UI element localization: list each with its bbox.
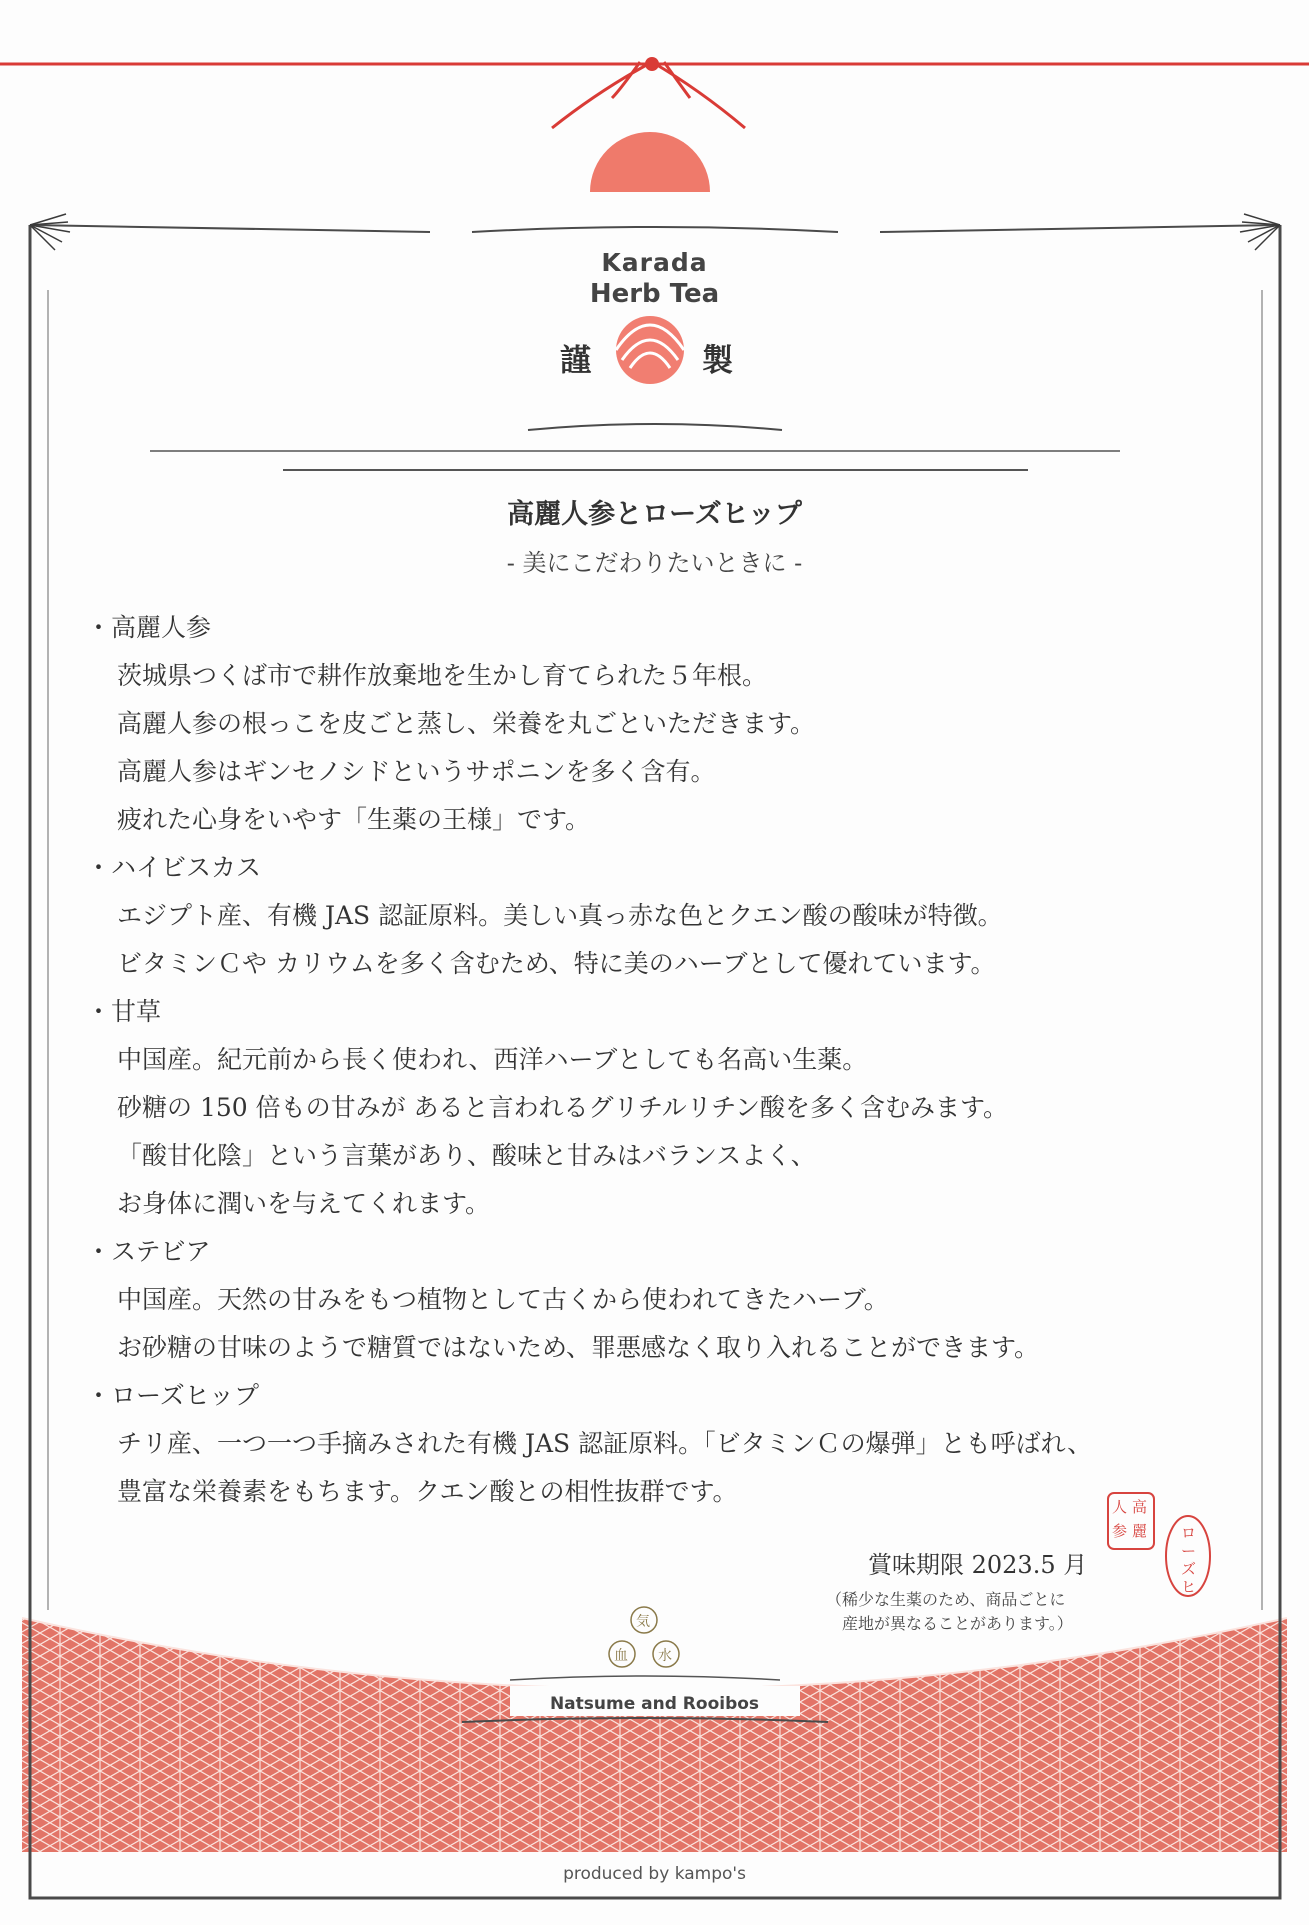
section-heading: ・ローズヒップ (86, 1381, 260, 1410)
section-text: 豊富な栄養素をもちます。クエン酸との相性抜群です。 (117, 1477, 738, 1506)
rising-sun-icon (590, 132, 710, 192)
mark-sei: 製 (702, 343, 733, 379)
section-text: チリ産、一つ一つ手摘みされた有機 JAS 認証原料。「ビタミンＣの爆弾」とも呼ばれ、 (117, 1429, 1093, 1458)
frame-top-right (880, 225, 1280, 232)
ribbon-knot (552, 62, 745, 128)
header-rule-bottom (528, 424, 782, 430)
section-hibiscus (86, 844, 1206, 988)
section-heading: ・ステビア (86, 1237, 211, 1266)
section-heading: ・高麗人参 (86, 613, 212, 642)
seal-char: ー (1181, 1542, 1197, 1560)
header-rule-top (472, 227, 838, 232)
section-text: 中国産。紀元前から長く使われ、西洋ハーブとしても名高い生薬。 (117, 1045, 868, 1074)
origin-note: （稀少な生薬のため、商品ごとに 産地が異なることがあります。） (826, 1590, 1073, 1633)
section-text: エジプト産、有機 JAS 認証原料。美しい真っ赤な色とクエン酸の酸味が特徴。 (117, 901, 1003, 930)
section-text: 砂糖の 150 倍もの甘みが あると言われるグリチルリチン酸を多く含むみます。 (117, 1093, 1009, 1122)
ribbon-knot-center (645, 57, 659, 71)
section-licorice (86, 988, 1206, 1228)
section-text: ビタミンＣや カリウムを多く含むため、特に美のハーブとして優れています。 (117, 949, 996, 978)
seal-char: ヒ (1181, 1578, 1197, 1596)
emblem-char: 水 (658, 1648, 672, 1664)
section-text: 「酸甘化陰」という言葉があり、酸味と甘みはバランスよく、 (117, 1141, 816, 1170)
brand-line-2: Herb Tea (589, 279, 720, 309)
section-text: お身体に潤いを与えてくれます。 (117, 1189, 491, 1218)
section-heading: ・ハイビスカス (86, 853, 262, 882)
seal-char: 高 (1132, 1498, 1148, 1516)
seal-char: 人 (1112, 1498, 1128, 1516)
seal-char: 麗 (1132, 1522, 1148, 1540)
emblem-char: 血 (614, 1648, 628, 1664)
section-ginseng (86, 604, 1206, 844)
brand-line-1: Karada (601, 248, 708, 277)
frame-top-left (30, 225, 430, 232)
page-title: 高麗人参とローズヒップ (507, 499, 802, 530)
page-subtitle: - 美にこだわりたいときに - (506, 549, 803, 577)
section-text: 茨城県つくば市で耕作放棄地を生かし育てられた５年根。 (117, 661, 768, 690)
footer-brand: Natsume and Rooibos (549, 1694, 760, 1714)
section-text: お砂糖の甘味のようで糖質ではないため、罪悪感なく取り入れることができます。 (117, 1333, 1040, 1362)
section-text: 疲れた心身をいやす「生薬の王様」です。 (117, 805, 591, 834)
produced-by: produced by kampo's (563, 1864, 746, 1884)
section-text: 中国産。天然の甘みをもつ植物として古くから使われてきたハーブ。 (117, 1285, 889, 1314)
seal-char: 参 (1112, 1522, 1128, 1540)
mark-kin: 謹 (560, 343, 591, 379)
emblem-icon (616, 316, 684, 384)
pine-corner-right-icon (1240, 214, 1280, 250)
expiry-date: 賞味期限 2023.5 月 (868, 1551, 1088, 1579)
ingredient-list (86, 604, 1206, 1516)
section-stevia (86, 1228, 1206, 1372)
seal-char: ロ (1181, 1524, 1197, 1542)
emblem-char: 気 (636, 1614, 650, 1630)
section-rosehip (86, 1372, 1206, 1516)
seal-char: ズ (1181, 1560, 1197, 1578)
section-heading: ・甘草 (86, 997, 162, 1026)
footer-rule-top (510, 1676, 780, 1680)
section-text: 高麗人参はギンセノシドというサポニンを多く含有。 (117, 757, 716, 786)
section-text: 高麗人参の根っこを皮ごと蒸し、栄養を丸ごといただきます。 (117, 709, 816, 738)
pine-corner-left-icon (30, 214, 70, 250)
